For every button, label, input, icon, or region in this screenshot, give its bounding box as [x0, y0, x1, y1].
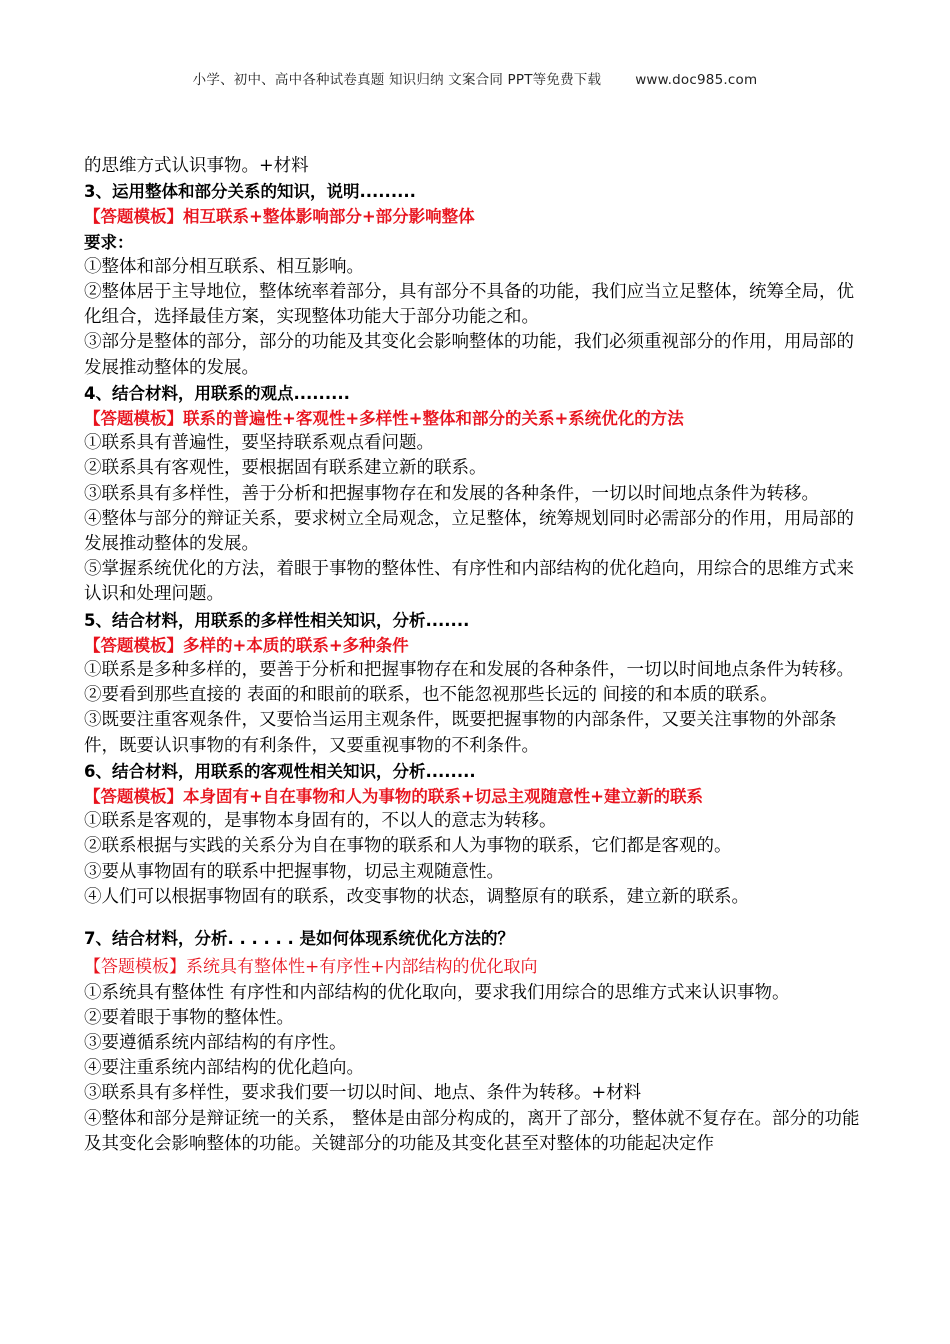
q3-item: ②整体居于主导地位，整体统率着部分，具有部分不具备的功能，我们应当立足整体，统筹全局，优化组合，选择最佳方案，实现整体功能大于部分功能之和。 [84, 282, 854, 328]
section-spacer [84, 910, 868, 926]
q5-template: 【答题模板】多样的+本质的联系+多种条件 [84, 635, 409, 655]
q6-template: 【答题模板】本身固有+自在事物和人为事物的联系+切忌主观随意性+建立新的联系 [84, 787, 703, 807]
q3-item: ①整体和部分相互联系、相互影响。 [84, 256, 364, 277]
q7-item: ④整体和部分是辩证统一的关系， 整体是由部分构成的，离开了部分，整体就不复存在。部分的功能及其变化会影响整体的功能。关键部分的功能及其变化甚至对整体的功能起决定作 [84, 1108, 860, 1154]
q5-item: ①联系是多种多样的，要善于分析和把握事物存在和发展的各种条件，一切以时间地点条件为转移。 [84, 660, 854, 681]
q7-item: ③要遵循系统内部结构的有序性。 [84, 1032, 347, 1053]
q6-item: ①联系是客观的，是事物本身固有的，不以人的意志为转移。 [84, 811, 557, 832]
q4-template: 【答题模板】联系的普遍性+客观性+多样性+整体和部分的关系+系统优化的方法 [84, 409, 684, 429]
q4-item: ④整体与部分的辩证关系，要求树立全局观念，立足整体，统筹规划同时必需部分的作用，用局部的发展推动整体的发展。 [84, 508, 854, 555]
q3-template: 【答题模板】相互联系+整体影响部分+部分影响整体 [84, 207, 475, 227]
q7-template: 【答题模板】系统具有整体性+有序性+内部结构的优化取向 [84, 957, 538, 978]
q6-item: ④人们可以根据事物固有的联系，改变事物的状态，调整原有的联系，建立新的联系。 [84, 886, 749, 907]
q4-title: 4、结合材料，用联系的观点......... [84, 383, 350, 403]
header-text: 小学、初中、高中各种试卷真题 知识归纳 文案合同 PPT等免费下载 [192, 72, 602, 88]
document-body [84, 154, 868, 1157]
q5-item: ③既要注重客观条件，又要恰当运用主观条件，既要把握事物的内部条件，又要关注事物的外部条件，既要认识事物的有利条件，又要重视事物的不利条件。 [84, 710, 837, 756]
q6-item: ②联系根据与实践的关系分为自在事物的联系和人为事物的联系，它们都是客观的。 [84, 836, 732, 857]
page-header [0, 68, 950, 88]
intro-line: 的思维方式认识事物。+材料 [84, 156, 309, 176]
q7-item: ④要注重系统内部结构的优化趋向。 [84, 1058, 364, 1079]
q4-item: ③联系具有多样性，善于分析和把握事物存在和发展的各种条件，一切以时间地点条件为转移。 [84, 483, 819, 504]
q4-item: ①联系具有普遍性，要坚持联系观点看问题。 [84, 433, 434, 454]
q6-title: 6、结合材料，用联系的客观性相关知识，分析........ [84, 761, 476, 781]
q7-item: ②要着眼于事物的整体性。 [84, 1007, 294, 1028]
q5-title: 5、结合材料，用联系的多样性相关知识，分析....... [84, 610, 470, 630]
q3-item: ③部分是整体的部分，部分的功能及其变化会影响整体的功能，我们必须重视部分的作用，用局部的发展推动整体的发展。 [84, 332, 854, 378]
q4-item: ②联系具有客观性，要根据固有联系建立新的联系。 [84, 458, 487, 479]
q7-title: 7、结合材料，分析. . . . . . 是如何体现系统优化方法的？ [84, 929, 515, 949]
header-url[interactable]: www.doc985.com [635, 72, 758, 88]
q7-item: ③联系具有多样性，要求我们要一切以时间、地点、条件为转移。+材料 [84, 1083, 642, 1104]
q6-item: ③要从事物固有的联系中把握事物，切忌主观随意性。 [84, 861, 504, 882]
q5-item: ②要看到那些直接的 表面的和眼前的联系，也不能忽视那些长远的 间接的和本质的联系。 [84, 685, 778, 706]
q7-item: ①系统具有整体性 有序性和内部结构的优化取向，要求我们用综合的思维方式来认识事物。 [84, 982, 790, 1003]
q3-title: 3、运用整体和部分关系的知识，说明......... [84, 182, 416, 202]
q3-requirements-label: 要求： [84, 232, 134, 252]
q4-item: ⑤掌握系统优化的方法，着眼于事物的整体性、有序性和内部结构的优化趋向，用综合的思维方式来认识和处理问题。 [84, 559, 854, 605]
